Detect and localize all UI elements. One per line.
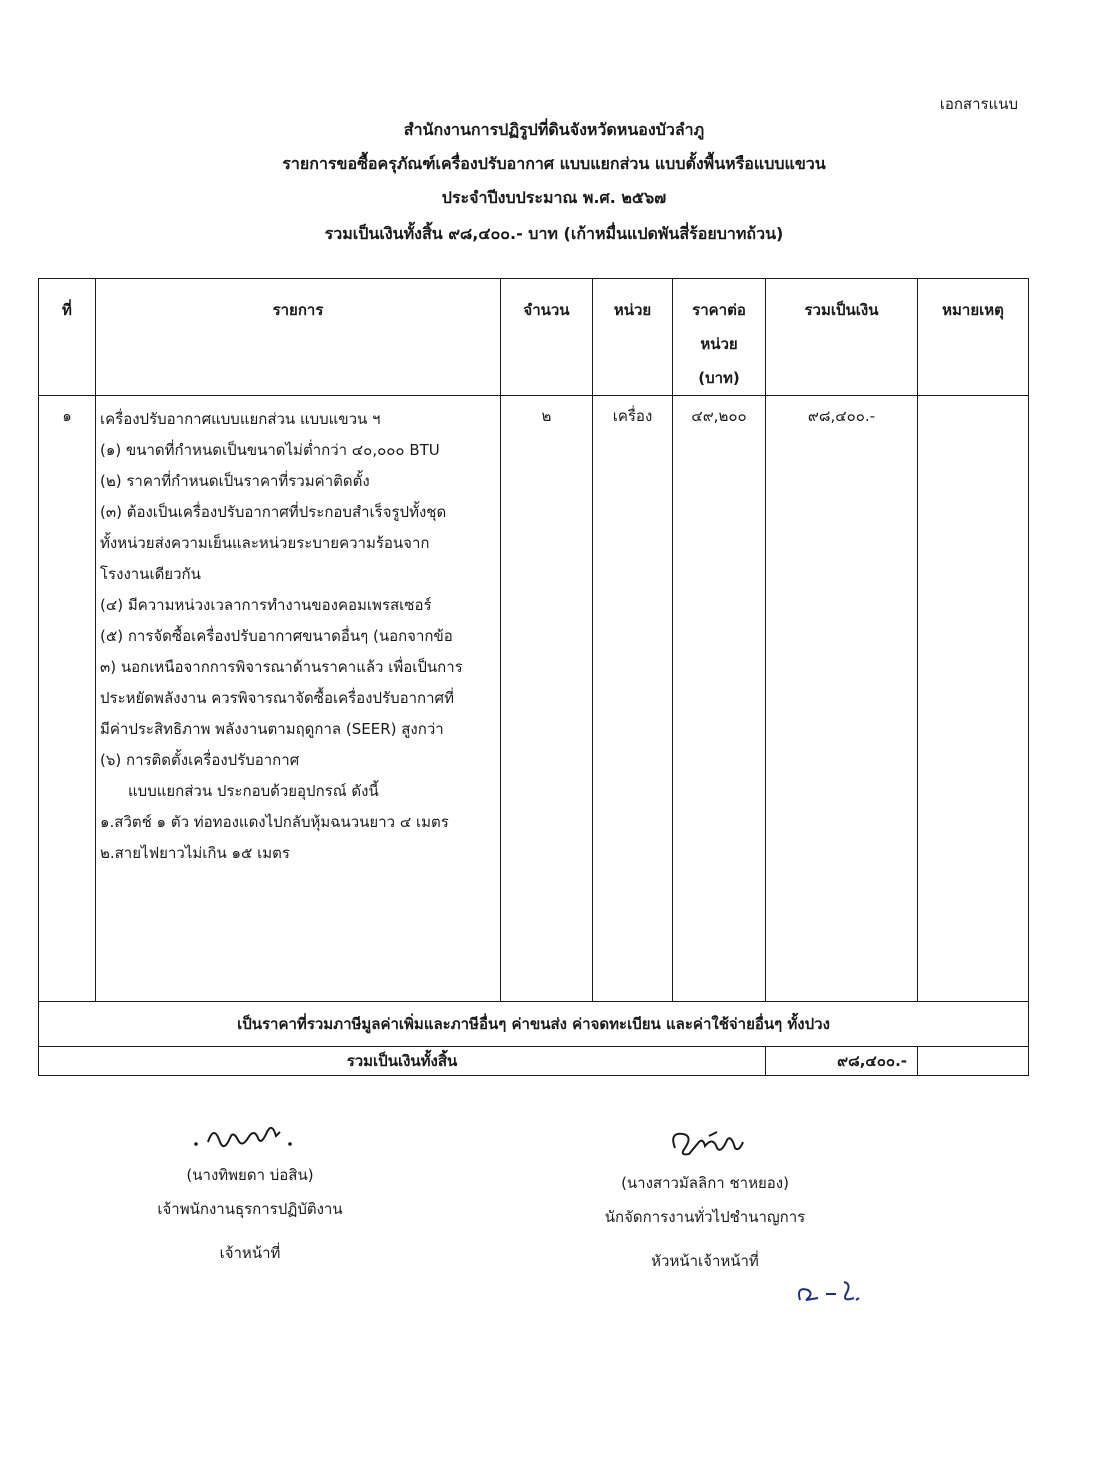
item-line: (๒) ราคาที่กำหนดเป็นราคาที่รวมค่าติดตั้ง [100, 472, 370, 490]
item-line: ๒.สายไฟยาวไม่เกิน ๑๕ เมตร [100, 844, 290, 862]
attachment-label: เอกสารแนบ [939, 95, 1018, 113]
note-row [39, 1002, 1029, 1047]
item-line: ๑.สวิตช์ ๑ ตัว ท่อทองแดงไปกลับหุ้มฉนวนยาว ๔ เมตร [100, 813, 449, 831]
item-line: (๖) การติดตั้งเครื่องปรับอากาศ [100, 751, 300, 769]
item-line: ทั้งหน่วยส่งความเย็นและหน่วยระบายความร้อนจาก [100, 534, 430, 552]
agency-title: สำนักงานการปฏิรูปที่ดินจังหวัดหนองบัวลำภู [403, 120, 705, 139]
item-line: ๓) นอกเหนือจากการพิจารณาด้านราคาแล้ว เพื่อเป็นการ [100, 658, 463, 676]
vat-note: เป็นราคาที่รวมภาษีมูลค่าเพิ่มและภาษีอื่นๆ ค่าขนส่ง ค่าจดทะเบียน และค่าใช้จ่ายอื่นๆ ทั้งปวง [39, 1002, 1029, 1047]
handwritten-initials [786, 1270, 876, 1318]
item-line: มีค่าประสิทธิภาพ พลังงานตามฤดูกาล (SEER) สูงกว่า [100, 720, 444, 738]
header-unit-price-label: ราคาต่อหน่วย [692, 301, 746, 353]
header-no: ที่ [39, 279, 96, 396]
item-line: (๕) การจัดซื้อเครื่องปรับอากาศขนาดอื่นๆ (นอกจากข้อ [100, 627, 453, 645]
item-line: เครื่องปรับอากาศแบบแยกส่วน แบบแขวน ฯ [100, 410, 381, 428]
header-amount: รวมเป็นเงิน [766, 279, 918, 396]
signer-position-left: เจ้าพนักงานธุรการปฏิบัติงาน [157, 1200, 343, 1218]
row-no: ๑ [39, 396, 96, 1002]
handwritten-signature-right [560, 1120, 850, 1166]
item-line: (๓) ต้องเป็นเครื่องปรับอากาศที่ประกอบสำเร็จรูปทั้งชุด [100, 503, 447, 521]
signer-role-right: หัวหน้าเจ้าหน้าที่ [651, 1252, 759, 1270]
item-line: แบบแยกส่วน ประกอบด้วยอุปกรณ์ ดังนี้ [128, 782, 379, 800]
signer-role-left: เจ้าหน้าที่ [219, 1244, 281, 1262]
row-qty: ๒ [501, 396, 593, 1002]
row-unit-price: ๔๙,๒๐๐ [673, 396, 766, 1002]
header-unit-price [673, 279, 766, 396]
item-line: ประหยัดพลังงาน ควรพิจารณาจัดซื้อเครื่องปรับอากาศที่ [100, 689, 454, 707]
signature-mark-right [625, 1120, 785, 1166]
subject-title: รายการขอซื้อครุภัณฑ์เครื่องปรับอากาศ แบบแยกส่วน แบบตั้งพื้นหรือแบบแขวน [282, 154, 826, 173]
initials-mark [786, 1270, 876, 1314]
fiscal-year: ประจำปีงบประมาณ พ.ศ. ๒๕๖๗ [441, 188, 667, 207]
total-row [39, 1047, 1029, 1076]
signature-block-left [120, 1112, 380, 1270]
signature-block-right [560, 1120, 850, 1278]
row-unit: เครื่อง [593, 396, 673, 1002]
header-remark: หมายเหตุ [918, 279, 1029, 396]
signer-name-right: (นางสาวมัลลิกา ชาหยอง) [621, 1174, 789, 1192]
row-amount: ๙๘,๔๐๐.- [766, 396, 918, 1002]
signature-mark-left [180, 1112, 320, 1158]
total-remark [918, 1047, 1029, 1076]
total-label: รวมเป็นเงินทั้งสิ้น [39, 1047, 766, 1076]
table-row [39, 396, 1029, 1002]
procurement-table [38, 278, 1029, 1076]
item-line: (๑) ขนาดที่กำหนดเป็นขนาดไม่ต่ำกว่า ๔๐,๐๐๐ BTU [100, 441, 440, 459]
header-unit: หน่วย [593, 279, 673, 396]
total-summary: รวมเป็นเงินทั้งสิ้น ๙๘,๔๐๐.- บาท (เก้าหมื่นแปดพันสี่ร้อยบาทถ้วน) [324, 224, 784, 243]
handwritten-signature-left [120, 1112, 380, 1158]
item-line: (๔) มีความหน่วงเวลาการทำงานของคอมเพรสเซอร์ [100, 596, 432, 614]
header-qty: จำนวน [501, 279, 593, 396]
header-unit-price-currency: (บาท) [698, 369, 740, 387]
item-line: โรงงานเดียวกัน [100, 565, 201, 583]
row-remark [918, 396, 1029, 1002]
row-item-description [96, 396, 501, 1002]
total-amount: ๙๘,๔๐๐.- [766, 1047, 918, 1076]
signer-position-right: นักจัดการงานทั่วไปชำนาญการ [604, 1208, 806, 1226]
header-item: รายการ [96, 279, 501, 396]
signer-name-left: (นางทิพยดา บ่อสิน) [186, 1166, 314, 1184]
